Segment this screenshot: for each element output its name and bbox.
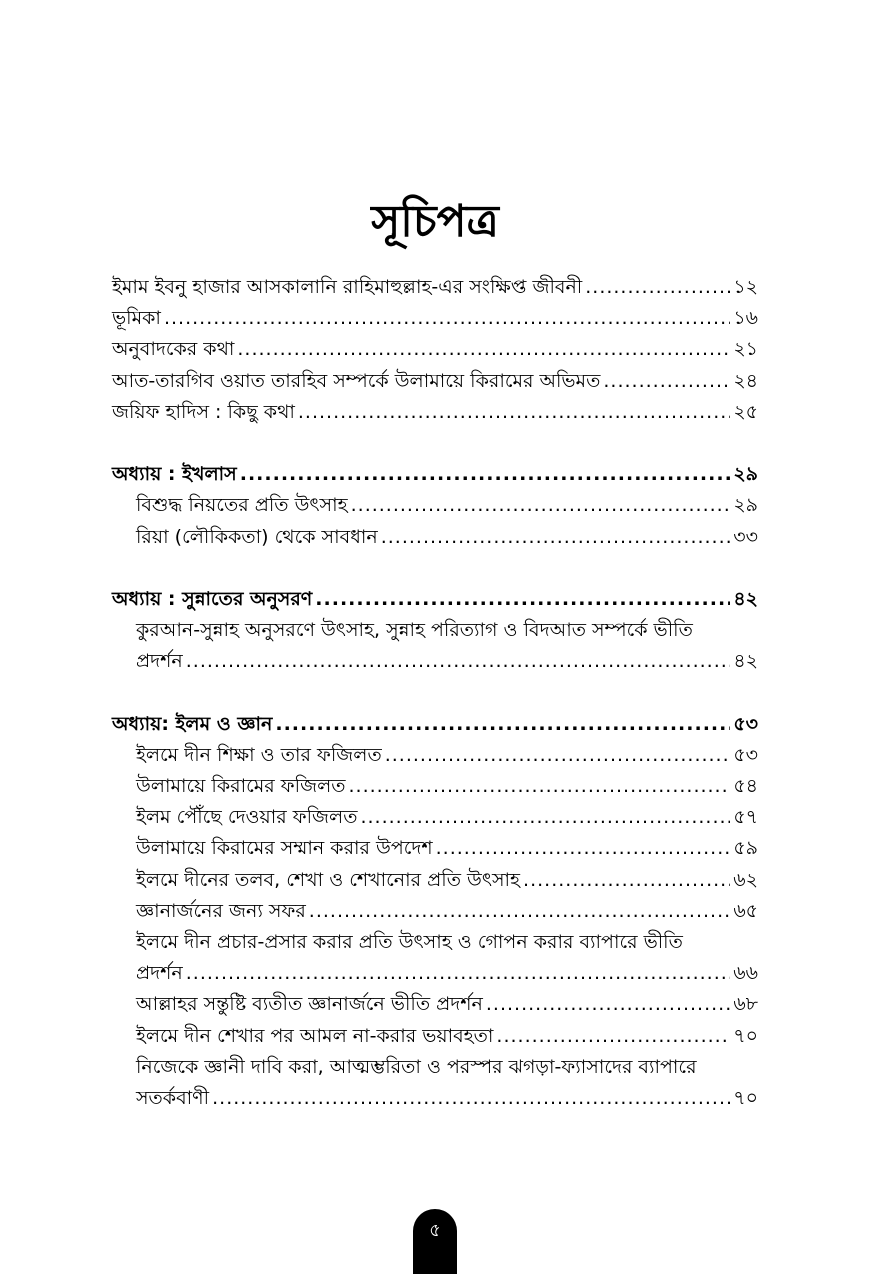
entry-title: জয়িফ হাদিস : কিছু কথা	[112, 400, 295, 423]
entry-page: ৭০	[733, 1086, 758, 1109]
toc-entry[interactable]	[112, 802, 758, 833]
entry-title: ইলমে দীনের তলব, শেখা ও শেখানোর প্রতি উৎসাহ	[136, 868, 521, 891]
leader-dots	[186, 958, 731, 989]
leader-dots	[523, 865, 730, 896]
toc-entry[interactable]	[112, 1021, 758, 1052]
leader-dots	[275, 709, 730, 740]
entry-page: ৭০	[733, 1024, 758, 1047]
page-title: সূচিপত্র	[371, 196, 499, 247]
entry-page: ৫৪	[733, 775, 758, 797]
leader-dots	[315, 584, 730, 615]
toc-entry[interactable]	[112, 1083, 758, 1114]
entry-page: ৬৬	[733, 962, 758, 985]
entry-page: ৬২	[733, 868, 758, 891]
leader-dots	[496, 1021, 730, 1052]
page-number-badge: ৫	[413, 1209, 457, 1274]
entry-title: আল্লাহর সন্তুষ্টি ব্যতীত জ্ঞানার্জনে ভীতি প্রদর্শন	[136, 993, 483, 1016]
toc-entry[interactable]	[112, 958, 758, 989]
entry-page: ৫৭	[733, 806, 758, 829]
entry-title: বিশুদ্ধ নিয়তের প্রতি উৎসাহ	[136, 494, 348, 517]
section-gap	[112, 428, 758, 459]
toc-entry[interactable]	[112, 522, 758, 553]
entry-page: ৫৩	[733, 712, 758, 735]
leader-dots	[349, 771, 731, 802]
entry-title: অধ্যায় : সুন্নাতের অনুসরণ	[112, 587, 313, 610]
entry-title: ইলম পৌঁছে দেওয়ার ফজিলত	[136, 806, 358, 829]
entry-page: ২৫	[733, 400, 758, 423]
leader-dots	[309, 896, 731, 927]
toc-entry[interactable]	[112, 896, 758, 927]
leader-dots	[585, 272, 730, 303]
entry-page: ৬৫	[733, 899, 758, 922]
section-gap	[112, 677, 758, 708]
leader-dots	[360, 802, 730, 833]
leader-dots	[240, 459, 731, 490]
entry-title: প্রদর্শন	[136, 650, 183, 673]
entry-title: সতর্কবাণী	[136, 1086, 210, 1109]
entry-page: ৫৩	[733, 743, 758, 766]
leader-dots	[385, 740, 731, 771]
entry-page: ৫৯	[733, 837, 758, 860]
entry-title: উলামায়ে কিরামের ফজিলত	[136, 775, 346, 797]
leader-dots	[381, 522, 731, 553]
leader-dots	[351, 490, 731, 521]
toc-entry[interactable]	[112, 833, 758, 864]
entry-title: অনুবাদকের কথা	[112, 338, 235, 361]
entry-title: ভূমিকা	[112, 307, 161, 330]
table-of-contents	[112, 272, 758, 1114]
entry-page: ৩৩	[733, 525, 758, 548]
entry-page: ২১	[733, 338, 758, 361]
chapter-heading[interactable]	[112, 459, 758, 490]
toc-entry-line[interactable]: নিজেকে জ্ঞানী দাবি করা, আত্মম্ভরিতা ও পরস্পর ঝগড়া-ফ্যাসাদের ব্যাপারে	[136, 1055, 697, 1078]
entry-title: অধ্যায়: ইলম ও জ্ঞান	[112, 712, 273, 735]
entry-page: ১২	[733, 276, 758, 298]
entry-title: ইমাম ইবনু হাজার আসকালানি রাহিমাহুল্লাহ-এর সংক্ষিপ্ত জীবনী	[112, 276, 583, 298]
toc-entry[interactable]	[112, 771, 758, 802]
toc-entry-line[interactable]: ইলমে দীন প্রচার-প্রসার করার প্রতি উৎসাহ ও গোপন করার ব্যাপারে ভীতি	[136, 930, 683, 953]
entry-title: প্রদর্শন	[136, 962, 183, 985]
entry-page: ২৯	[733, 494, 758, 517]
section-gap	[112, 553, 758, 584]
entry-title: জ্ঞানার্জনের জন্য সফর	[136, 899, 306, 922]
entry-page: ৪২	[733, 587, 758, 610]
entry-page: ৪২	[733, 650, 758, 673]
entry-title: ইলমে দীন শিক্ষা ও তার ফজিলত	[136, 743, 382, 766]
entry-title: আত-তারগিব ওয়াত তারহিব সম্পর্কে উলামায়ে কিরামের অভিমত	[112, 369, 601, 392]
leader-dots	[298, 397, 730, 428]
entry-title: অধ্যায় : ইখলাস	[112, 463, 237, 486]
toc-entry[interactable]	[112, 397, 758, 428]
toc-entry[interactable]	[112, 989, 758, 1020]
leader-dots	[237, 334, 730, 365]
chapter-heading[interactable]	[112, 709, 758, 740]
chapter-heading[interactable]	[112, 584, 758, 615]
leader-dots	[486, 989, 730, 1020]
toc-entry[interactable]	[112, 646, 758, 677]
toc-entry-line[interactable]: কুরআন-সুন্নাহ অনুসরণে উৎসাহ, সুন্নাহ পরিত্যাগ ও বিদআত সম্পর্কে ভীতি	[136, 619, 693, 642]
entry-page: ৬৮	[733, 993, 758, 1016]
entry-page: ১৬	[733, 307, 758, 330]
toc-entry[interactable]	[112, 303, 758, 334]
toc-entry[interactable]	[112, 272, 758, 303]
entry-title: উলামায়ে কিরামের সম্মান করার উপদেশ	[136, 837, 433, 860]
leader-dots	[186, 646, 731, 677]
leader-dots	[164, 303, 730, 334]
toc-entry[interactable]	[112, 334, 758, 365]
entry-title: ইলমে দীন শেখার পর আমল না-করার ভয়াবহতা	[136, 1024, 494, 1047]
entry-page: ২৪	[733, 369, 758, 392]
toc-entry[interactable]	[112, 740, 758, 771]
toc-entry[interactable]	[112, 366, 758, 397]
leader-dots	[436, 833, 731, 864]
toc-entry[interactable]	[112, 490, 758, 521]
toc-entry[interactable]	[112, 865, 758, 896]
entry-title: রিয়া (লৌকিকতা) থেকে সাবধান	[136, 525, 378, 548]
entry-page: ২৯	[733, 463, 758, 486]
leader-dots	[212, 1083, 730, 1114]
leader-dots	[603, 366, 730, 397]
